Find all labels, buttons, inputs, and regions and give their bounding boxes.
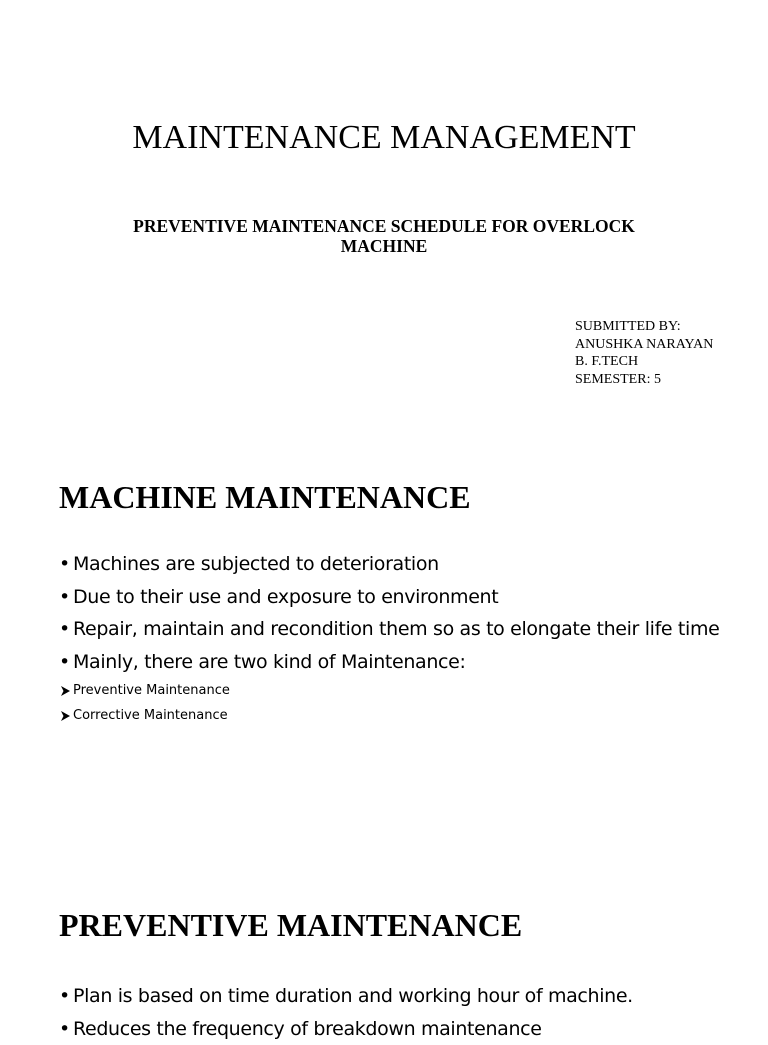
slide-heading: MACHINE MAINTENANCE <box>59 479 471 515</box>
author-program: B. F.TECH <box>575 354 639 369</box>
bullet-list <box>59 548 719 679</box>
list-item: • Machines are subjected to deterioration <box>59 548 719 581</box>
presentation-title: MAINTENANCE MANAGEMENT <box>132 119 636 156</box>
bullet-dot: • <box>59 651 70 674</box>
list-item: • Plan is based on time duration and working hour of machine. <box>59 980 633 1013</box>
arrow-bullet-icon <box>60 710 71 722</box>
preventive-maintenance-slide <box>0 840 768 1040</box>
title-slide <box>0 0 768 408</box>
submitted-by-label: SUBMITTED BY: <box>575 319 681 334</box>
subtitle-line-2: MACHINE <box>340 236 428 256</box>
list-item: • Reduces the frequency of breakdown maintenance <box>59 1013 633 1045</box>
presentation-subtitle <box>84 216 684 256</box>
author-semester: SEMESTER: 5 <box>575 371 661 387</box>
author-name: ANUSHKA NARAYAN <box>575 336 714 352</box>
machine-maintenance-slide <box>0 408 768 840</box>
bullet-dot: • <box>59 618 70 641</box>
submitted-by-block <box>575 318 713 388</box>
bullet-dot: • <box>59 553 70 575</box>
bullet-dot: • <box>59 585 70 608</box>
slide-heading: PREVENTIVE MAINTENANCE <box>59 907 523 943</box>
arrow-bullet-icon <box>60 685 71 697</box>
list-item: Preventive Maintenance <box>60 678 230 703</box>
list-item: • Repair, maintain and recondition them so as to elongate their life time <box>59 613 719 646</box>
sub-bullet-list <box>60 678 230 728</box>
list-item: Corrective Maintenance <box>60 703 230 728</box>
list-item: • Mainly, there are two kind of Maintenance: <box>59 646 719 679</box>
subtitle-line-1: PREVENTIVE MAINTENANCE SCHEDULE FOR OVERLOCK <box>133 216 635 236</box>
bullet-dot: • <box>59 1017 70 1040</box>
list-item: • Due to their use and exposure to environment <box>59 581 719 614</box>
bullet-list <box>59 980 633 1045</box>
bullet-dot: • <box>59 985 70 1007</box>
